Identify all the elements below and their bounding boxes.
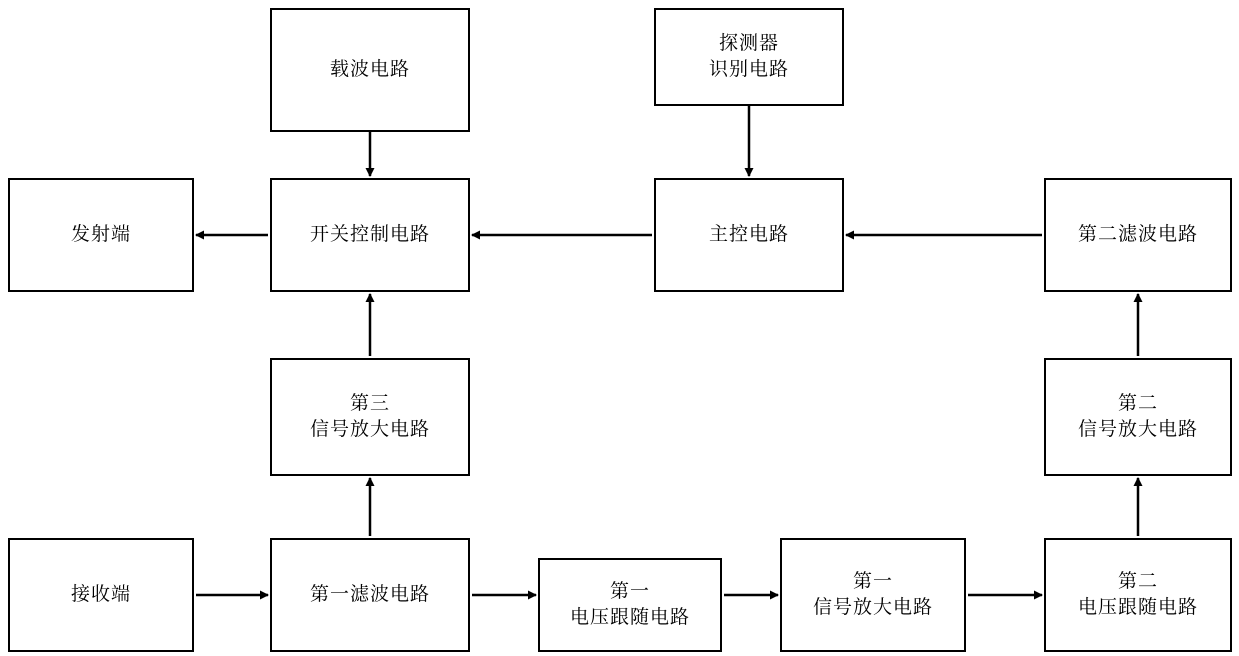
block-main_ctrl: 主控电路 [654, 178, 844, 292]
block-amp3: 第三 信号放大电路 [270, 358, 470, 476]
block-filter1: 第一滤波电路 [270, 538, 470, 652]
block-amp2: 第二 信号放大电路 [1044, 358, 1232, 476]
block-filter2: 第二滤波电路 [1044, 178, 1232, 292]
block-follower2: 第二 电压跟随电路 [1044, 538, 1232, 652]
block-amp1: 第一 信号放大电路 [780, 538, 966, 652]
block-follower1: 第一 电压跟随电路 [538, 558, 722, 652]
block-receiver: 接收端 [8, 538, 194, 652]
block-transmitter: 发射端 [8, 178, 194, 292]
block-detector: 探测器 识别电路 [654, 8, 844, 106]
block-switch_ctrl: 开关控制电路 [270, 178, 470, 292]
block-carrier: 载波电路 [270, 8, 470, 132]
